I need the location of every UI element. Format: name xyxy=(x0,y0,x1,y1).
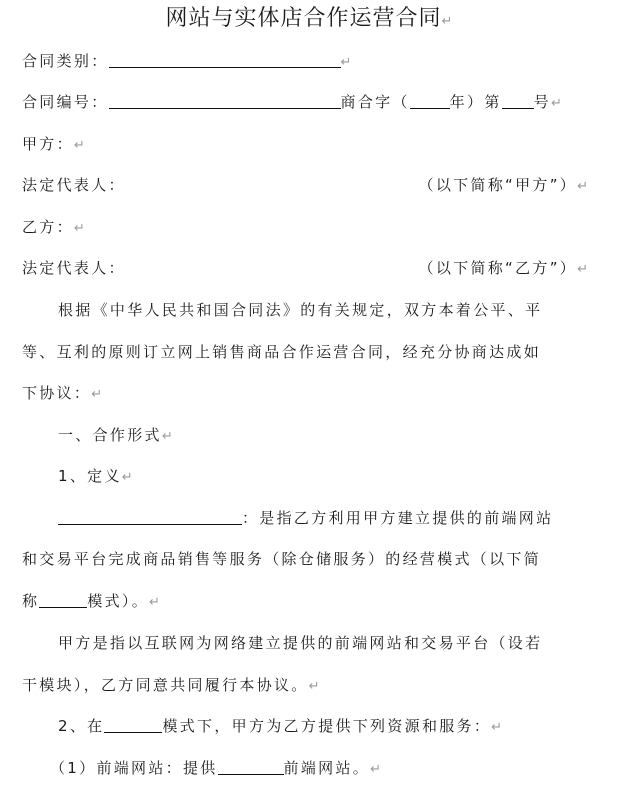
section-1-heading xyxy=(58,425,173,447)
definition-line-2: 和交易平台完成商品销售等服务（除仓储服务）的经营模式（以下简 xyxy=(22,550,542,568)
party-a-definition-line-2 xyxy=(22,675,320,697)
definition-line-1 xyxy=(58,508,553,528)
item-2-prefix: 2、在 xyxy=(58,717,105,735)
paragraph-mark-icon: ↵ xyxy=(577,262,588,277)
preamble-line-2: 等、互利的原则订立网上销售商品合作运营合同，经充分协商达成如 xyxy=(22,343,542,361)
paragraph-mark-icon: ↵ xyxy=(91,387,103,402)
item-2-sub-1-prefix: （1）前端网站：提供 xyxy=(50,759,218,777)
definition-line-1-text: ：是指乙方利用甲方建立提供的前端网站 xyxy=(242,509,554,527)
paragraph-mark-icon: ↵ xyxy=(161,429,173,444)
document-title xyxy=(0,4,618,37)
preamble-line-1: 根据《中华人民共和国合同法》的有关规定，双方本着公平、平 xyxy=(58,301,543,319)
paragraph-mark-icon: ↵ xyxy=(441,14,453,29)
item-1-heading xyxy=(58,466,133,488)
section-1-heading-text: 一、合作形式 xyxy=(58,426,162,444)
party-b-label: 乙方： xyxy=(22,218,74,236)
item-2-line xyxy=(58,716,502,738)
frontend-site-count-field[interactable] xyxy=(218,758,284,775)
contract-number-label: 合同编号： xyxy=(22,93,109,111)
mode-short-name-field[interactable] xyxy=(39,591,87,608)
contract-year-field[interactable] xyxy=(410,92,450,109)
party-b-alias-text: （以下简称“乙方”） xyxy=(418,259,578,277)
paragraph-mark-icon: ↵ xyxy=(550,96,562,111)
party-a-label: 甲方： xyxy=(22,135,74,153)
paragraph-mark-icon: ↵ xyxy=(149,595,160,610)
contract-year-suffix: 年）第 xyxy=(449,93,502,111)
contract-type-label: 合同类别： xyxy=(22,52,109,70)
contract-number-line xyxy=(22,92,562,114)
mode-name-field[interactable] xyxy=(58,508,242,525)
paragraph-mark-icon: ↵ xyxy=(491,720,503,735)
preamble-line-3-text: 下协议： xyxy=(22,384,92,402)
party-a-definition-line-2-text: 干模块），乙方同意共同履行本协议。 xyxy=(22,676,309,694)
contract-number-field[interactable] xyxy=(109,92,341,109)
definition-line-3-prefix: 称 xyxy=(22,592,40,610)
definition-line-3 xyxy=(22,591,160,613)
item-2-suffix: 模式下，甲方为乙方提供下列资源和服务： xyxy=(162,717,492,735)
paragraph-mark-icon: ↵ xyxy=(121,470,133,485)
party-b-rep-line xyxy=(22,258,588,278)
paragraph-mark-icon: ↵ xyxy=(73,221,85,236)
party-b-line xyxy=(22,217,85,239)
party-b-rep-label: 法定代表人： xyxy=(22,259,126,277)
title-text: 网站与实体店合作运营合同 xyxy=(165,6,442,31)
item-2-sub-1-suffix: 前端网站。 xyxy=(283,759,371,777)
party-a-alias xyxy=(419,175,588,197)
paragraph-mark-icon: ↵ xyxy=(370,762,381,777)
paragraph-mark-icon: ↵ xyxy=(577,179,588,194)
contract-type-line xyxy=(22,51,351,73)
definition-line-3-suffix: 模式）。 xyxy=(87,592,150,610)
contract-number-prefix: 商合字（ xyxy=(340,93,410,111)
item-1-heading-text: 1、定义 xyxy=(58,467,122,485)
paragraph-mark-icon: ↵ xyxy=(73,138,85,153)
party-a-rep-line xyxy=(22,175,588,195)
party-a-rep-label: 法定代表人： xyxy=(22,176,126,194)
party-a-alias-text: （以下简称“甲方”） xyxy=(418,176,578,194)
item-2-mode-field[interactable] xyxy=(104,716,162,733)
contract-number-suffix: 号 xyxy=(533,93,551,111)
party-a-definition-line-1: 甲方是指以互联网为网络建立提供的前端网站和交易平台（设若 xyxy=(58,634,543,652)
contract-seq-field[interactable] xyxy=(502,92,534,109)
contract-type-field[interactable] xyxy=(109,51,341,68)
party-b-alias xyxy=(419,258,588,280)
paragraph-mark-icon: ↵ xyxy=(308,679,320,694)
paragraph-mark-icon: ↵ xyxy=(340,55,352,70)
item-2-sub-1-line xyxy=(50,758,381,780)
party-a-line xyxy=(22,134,85,156)
preamble-line-3 xyxy=(22,383,102,405)
